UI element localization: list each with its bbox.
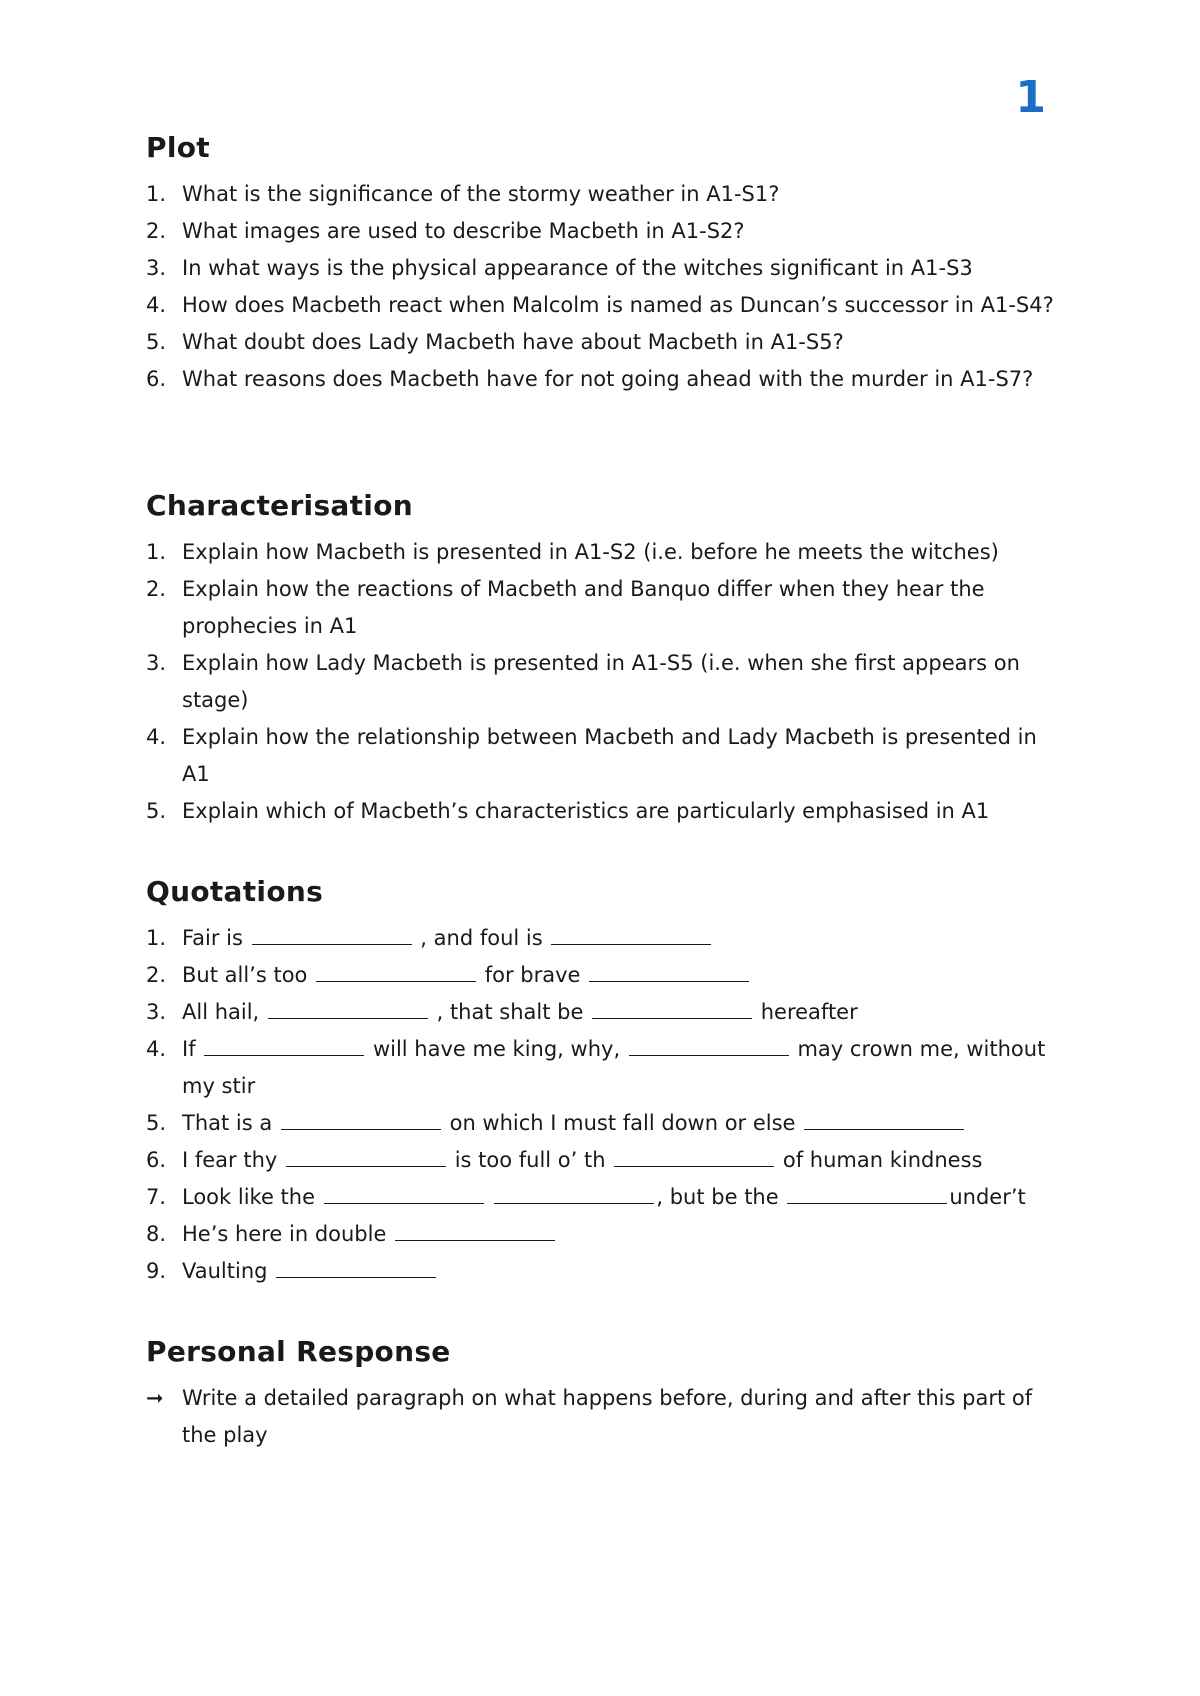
characterisation-question-list [146,534,1066,830]
quotation-text: But all’s too [182,963,315,987]
list-item [146,250,1066,287]
quotation-text: That is a [182,1111,279,1135]
item-number: 6. [146,1148,167,1172]
quotations-heading: Quotations [146,875,324,908]
item-number: 3. [146,1000,167,1024]
list-item [146,571,1066,645]
fill-in-blank[interactable] [252,924,412,945]
fill-in-blank[interactable] [629,1035,789,1056]
quotation-text: of human kindness [776,1148,983,1172]
item-number: 6. [146,367,167,391]
list-item [146,534,1066,571]
plot-section [146,130,1066,398]
quotation-item [146,1253,1066,1290]
item-text: In what ways is the physical appearance of the witches significant in A1-S3 [182,256,973,280]
item-number: 9. [146,1259,167,1283]
fill-in-blank[interactable] [592,998,752,1019]
item-text: Explain how the relationship between Macbeth and Lady Macbeth is presented in A1 [182,725,1037,786]
list-item [146,213,1066,250]
item-number: 3. [146,256,167,280]
item-number: 5. [146,330,167,354]
fill-in-blank[interactable] [268,998,428,1019]
plot-heading: Plot [146,131,210,164]
item-text: How does Macbeth react when Malcolm is named as Duncan’s successor in A1-S4? [182,293,1054,317]
quotations-list [146,920,1066,1290]
list-item [146,719,1066,793]
arrow-icon: ➞ [146,1386,164,1410]
item-number: 2. [146,963,167,987]
item-number: 5. [146,1111,167,1135]
quotation-item [146,1105,1066,1142]
item-number: 4. [146,293,167,317]
fill-in-blank[interactable] [804,1109,964,1130]
item-number: 1. [146,926,167,950]
quotation-text: for brave [478,963,588,987]
fill-in-blank[interactable] [614,1146,774,1167]
quotation-text: hereafter [754,1000,858,1024]
quotation-item [146,920,1066,957]
quotation-text: under’t [949,1185,1026,1209]
item-text: Explain which of Macbeth’s characteristics are particularly emphasised in A1 [182,799,990,823]
quotation-text: Fair is [182,926,250,950]
item-text: What reasons does Macbeth have for not going ahead with the murder in A1-S7? [182,367,1034,391]
quotation-item [146,1031,1066,1105]
quotation-text: , but be the [656,1185,786,1209]
quotation-text: , and foul is [413,926,550,950]
quotation-item [146,957,1066,994]
list-item [146,176,1066,213]
page-number: 1 [1015,72,1046,123]
item-number: 1. [146,540,167,564]
quotation-text: , that shalt be [429,1000,591,1024]
quotation-text: If [182,1037,203,1061]
fill-in-blank[interactable] [276,1257,436,1278]
quotation-text: All hail, [182,1000,266,1024]
quotation-item [146,1179,1066,1216]
personal-response-text: Write a detailed paragraph on what happens before, during and after this part of the play [182,1386,1033,1447]
list-item [146,287,1066,324]
list-item [146,361,1066,398]
quotation-text: on which I must fall down or else [442,1111,803,1135]
fill-in-blank[interactable] [204,1035,364,1056]
quotation-item [146,1142,1066,1179]
fill-in-blank[interactable] [281,1109,441,1130]
quotation-item [146,1216,1066,1253]
item-number: 7. [146,1185,167,1209]
list-item [146,645,1066,719]
quotation-text: I fear thy [182,1148,285,1172]
fill-in-blank[interactable] [589,961,749,982]
quotation-text: Look like the [182,1185,322,1209]
fill-in-blank[interactable] [286,1146,446,1167]
item-number: 4. [146,725,167,749]
item-text: Explain how Lady Macbeth is presented in A1-S5 (i.e. when she first appears on stage) [182,651,1020,712]
item-number: 4. [146,1037,167,1061]
fill-in-blank[interactable] [787,1183,947,1204]
characterisation-heading: Characterisation [146,489,413,522]
fill-in-blank[interactable] [324,1183,484,1204]
item-number: 2. [146,219,167,243]
item-number: 3. [146,651,167,675]
list-item [146,324,1066,361]
item-text: Explain how the reactions of Macbeth and Banquo differ when they hear the prophecies in A1 [182,577,985,638]
item-number: 2. [146,577,167,601]
quotation-text: Vaulting [182,1259,275,1283]
characterisation-section [146,488,1066,830]
quotation-text [486,1185,493,1209]
quotation-text: will have me king, why, [366,1037,627,1061]
fill-in-blank[interactable] [395,1220,555,1241]
item-number: 5. [146,799,167,823]
item-number: 1. [146,182,167,206]
plot-question-list [146,176,1066,398]
item-text: What doubt does Lady Macbeth have about Macbeth in A1-S5? [182,330,844,354]
fill-in-blank[interactable] [494,1183,654,1204]
item-number: 8. [146,1222,167,1246]
personal-response-item [146,1380,1066,1454]
quotation-item [146,994,1066,1031]
quotation-text: may crown me, without my stir [182,1037,1046,1098]
fill-in-blank[interactable] [316,961,476,982]
quotations-section [146,874,1066,1290]
item-text: What is the significance of the stormy weather in A1-S1? [182,182,780,206]
personal-response-heading: Personal Response [146,1335,451,1368]
personal-response-section [146,1334,1066,1454]
item-text: What images are used to describe Macbeth in A1-S2? [182,219,745,243]
list-item [146,793,1066,830]
quotation-text: is too full o’ th [448,1148,613,1172]
quotation-text: He’s here in double [182,1222,394,1246]
item-text: Explain how Macbeth is presented in A1-S2 (i.e. before he meets the witches) [182,540,999,564]
fill-in-blank[interactable] [551,924,711,945]
